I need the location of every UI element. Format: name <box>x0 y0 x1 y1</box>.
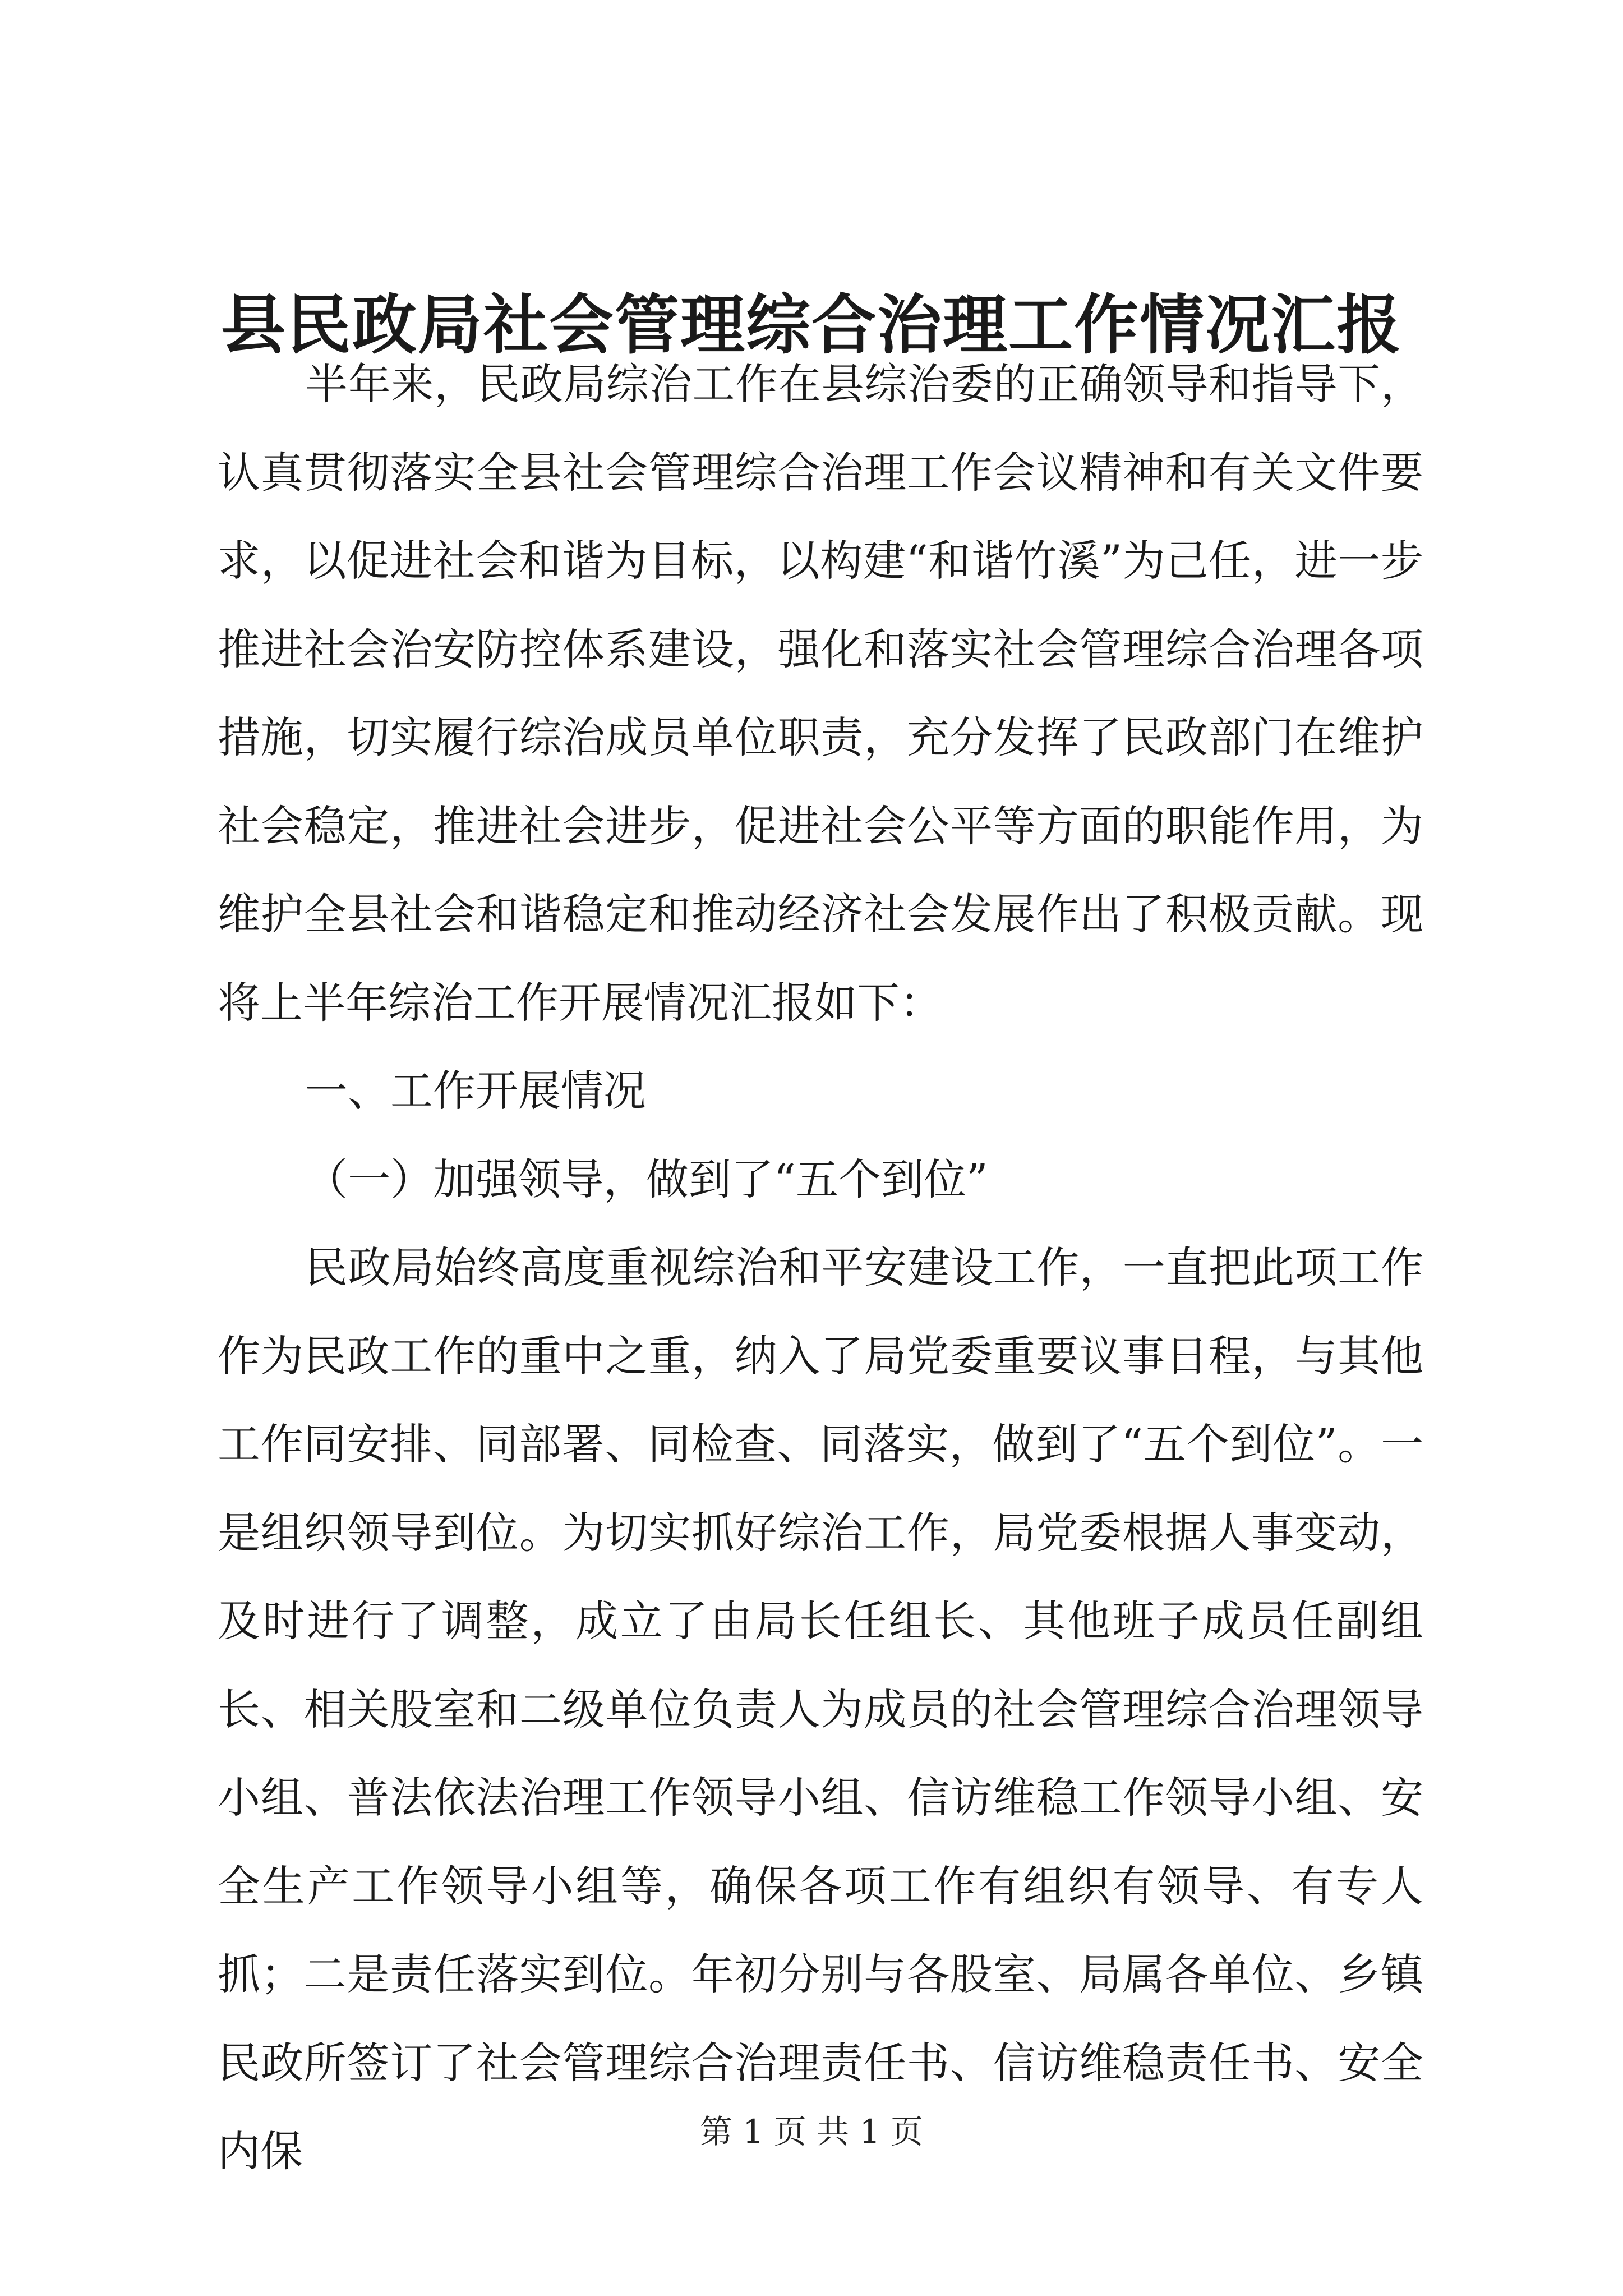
document-body <box>218 340 1423 2196</box>
intro-paragraph: 半年来，民政局综治工作在县综治委的正确领导和指导下，认真贯彻落实全县社会管理综合治理工作会议精神和有关文件要求，以促进社会和谐为目标，以构建“和谐竹溪”为己任，进一步推进社会治安防控体系建设，强化和落实社会管理综合治理各项措施，切实履行综治成员单位职责，充分发挥了民政部门在维护社会稳定，推进社会进步，促进社会公平等方面的职能作用，为维护全县社会和谐稳定和推动经济社会发展作出了积极贡献。现将上半年综治工作开展情况汇报如下： <box>218 359 1423 1028</box>
subsection-paragraph-leadership: 民政局始终高度重视综治和平安建设工作，一直把此项工作作为民政工作的重中之重，纳入了局党委重要议事日程，与其他工作同安排、同部署、同检查、同落实，做到了“五个到位”。一是组织领导到位。为切实抓好综治工作，局党委根据人事变动，及时进行了调整，成立了由局长任组长、其他班子成员任副组长、相关股室和二级单位负责人为成员的社会管理综合治理领导小组、普法依法治理工作领导小组、信访维稳工作领导小组、安全生产工作领导小组等，确保各项工作有组织有领导、有专人抓；二是责任落实到位。年初分别与各股室、局属各单位、乡镇民政所签订了社会管理综合治理责任书、信访维稳责任书、安全内保 <box>218 1243 1423 2176</box>
subsection-heading-leadership: （一）加强领导，做到了“五个到位” <box>305 1154 988 1204</box>
document-title: 县民政局社会管理综合治理工作情况汇报 <box>220 287 1402 363</box>
page-number-footer: 第 1 页 共 1 页 <box>700 2113 923 2151</box>
section-heading-work-progress: 一、工作开展情况 <box>305 1066 646 1116</box>
